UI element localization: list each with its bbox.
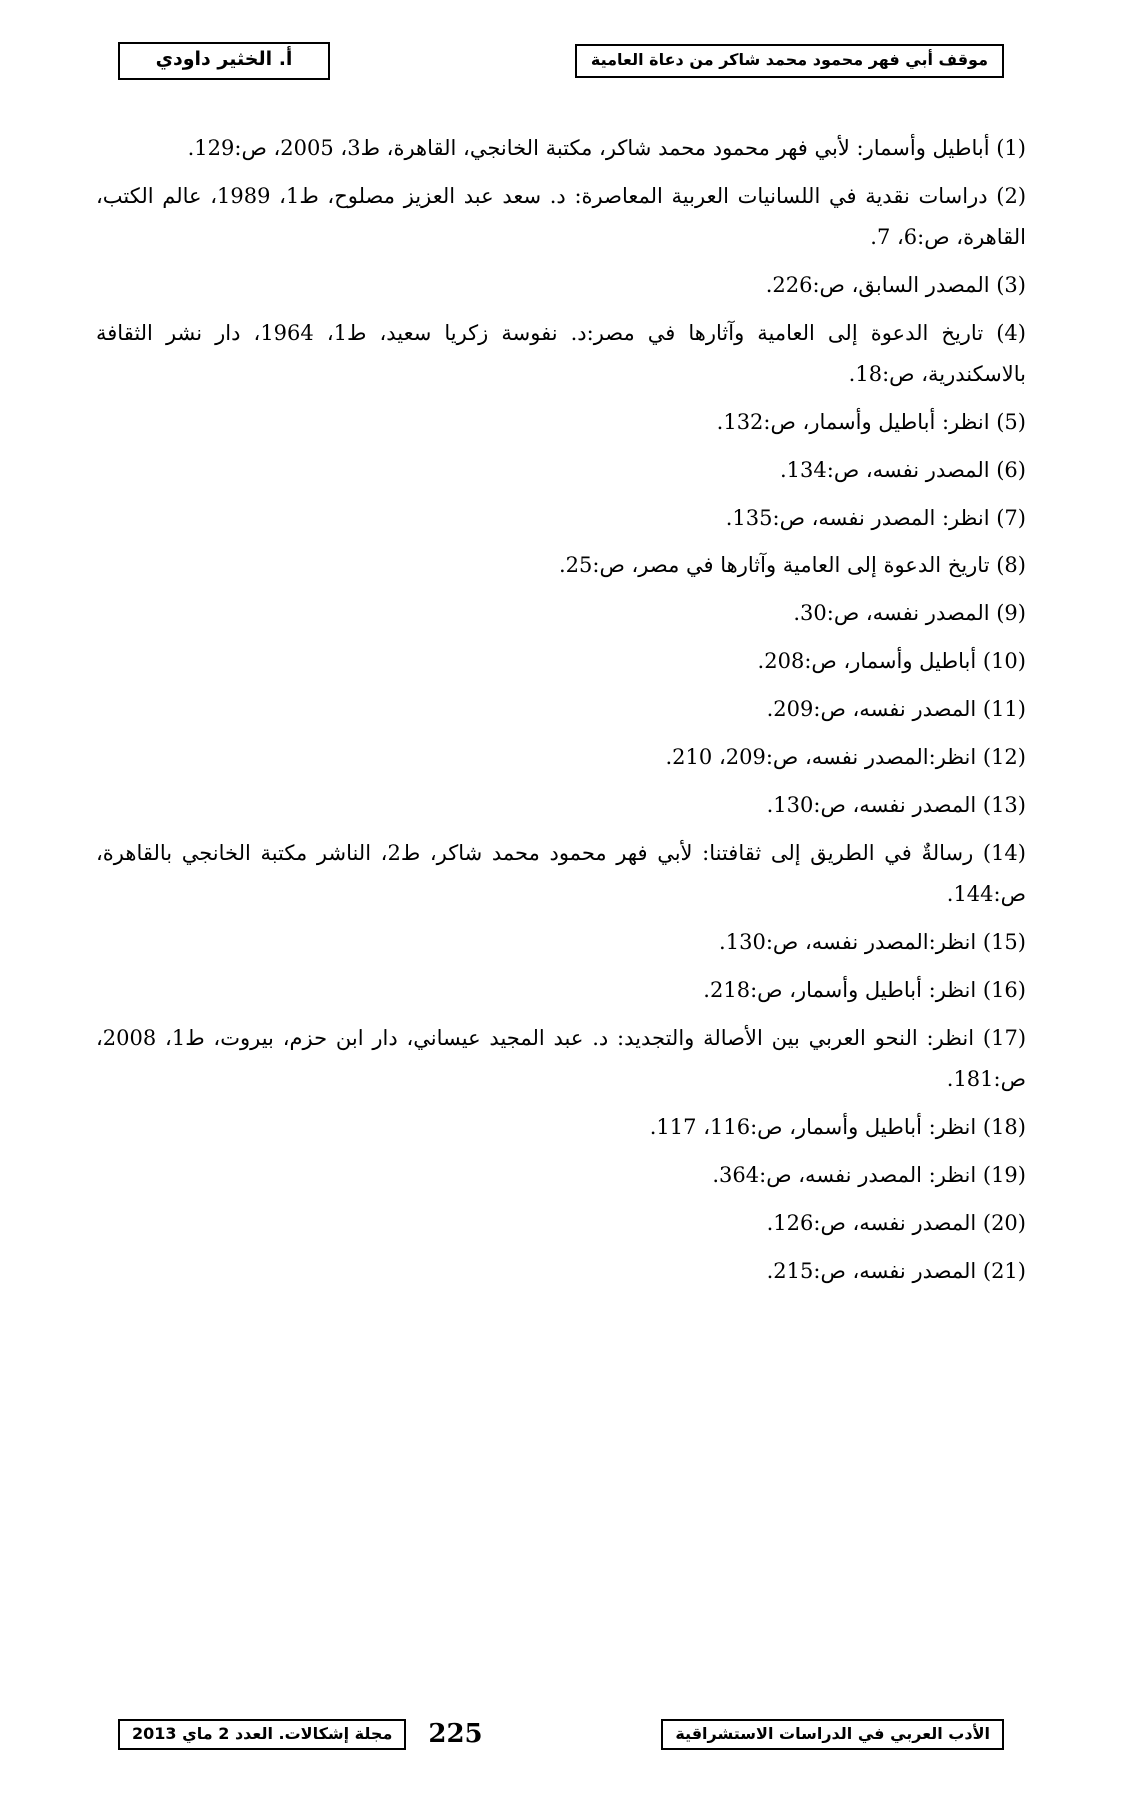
endnote-item: (12) انظر:المصدر نفسه، ص:209، 210. — [665, 745, 1026, 770]
footer-section-title: الأدب العربي في الدراسات الاستشراقية — [661, 1719, 1004, 1750]
endnote-item: (15) انظر:المصدر نفسه، ص:130. — [719, 929, 1026, 954]
endnote-item: (10) أباطيل وأسمار، ص:208. — [757, 649, 1026, 674]
page-header — [118, 38, 1004, 84]
endnote-item: (16) انظر: أباطيل وأسمار، ص:218. — [703, 977, 1026, 1002]
endnote-item: (7) انظر: المصدر نفسه، ص:135. — [725, 505, 1026, 530]
page-number: 225 — [428, 1719, 483, 1749]
endnote-item: (20) المصدر نفسه، ص:126. — [766, 1210, 1026, 1235]
endnote-item: (18) انظر: أباطيل وأسمار، ص:116، 117. — [649, 1114, 1026, 1139]
header-article-title: موقف أبي فهر محمود محمد شاكر من دعاة العامية — [575, 44, 1004, 78]
endnote-item: (19) انظر: المصدر نفسه، ص:364. — [712, 1162, 1026, 1187]
header-author-name: أ. الخثير داودي — [118, 42, 330, 80]
footer-center-group — [118, 1719, 493, 1750]
endnote-item: (6) المصدر نفسه، ص:134. — [779, 457, 1026, 482]
endnote-item: (21) المصدر نفسه، ص:215. — [766, 1258, 1026, 1283]
endnote-item: (5) انظر: أباطيل وأسمار، ص:132. — [716, 409, 1026, 434]
endnote-item: (17) انظر: النحو العربي بين الأصالة والتجديد: د. عبد المجيد عيساني، دار ابن حزم، بيروت، ط1، 2008، ص:181. — [96, 1025, 1027, 1091]
endnote-item: (11) المصدر نفسه، ص:209. — [766, 697, 1026, 722]
endnote-item: (3) المصدر السابق، ص:226. — [765, 272, 1026, 297]
endnote-item: (9) المصدر نفسه، ص:30. — [793, 601, 1026, 626]
endnote-item: (1) أباطيل وأسمار: لأبي فهر محمود محمد شاكر، مكتبة الخانجي، القاهرة، ط3، 2005، ص:129. — [187, 136, 1026, 160]
endnotes-list — [96, 128, 1026, 1298]
endnote-item: (8) تاريخ الدعوة إلى العامية وآثارها في مصر، ص:25. — [558, 553, 1026, 578]
endnote-item: (4) تاريخ الدعوة إلى العامية وآثارها في مصر:د. نفوسة زكريا سعيد، ط1، 1964، دار نشر الثقافة بالاسكندرية، ص:18. — [96, 320, 1026, 386]
page-footer — [118, 1712, 1004, 1756]
footer-journal-issue: مجلة إشكالات. العدد 2 ماي 2013 — [118, 1719, 406, 1750]
endnote-item: (13) المصدر نفسه، ص:130. — [766, 793, 1026, 818]
endnote-item: (14) رسالةٌ في الطريق إلى ثقافتنا: لأبي فهر محمود محمد شاكر، ط2، الناشر مكتبة الخانجي بالقاهرة، ص:144. — [96, 841, 1026, 906]
endnote-item: (2) دراسات نقدية في اللسانيات العربية المعاصرة: د. سعد عبد العزيز مصلوح، ط1، 1989، عالم الكتب، القاهرة، ص:6، 7. — [96, 183, 1027, 249]
